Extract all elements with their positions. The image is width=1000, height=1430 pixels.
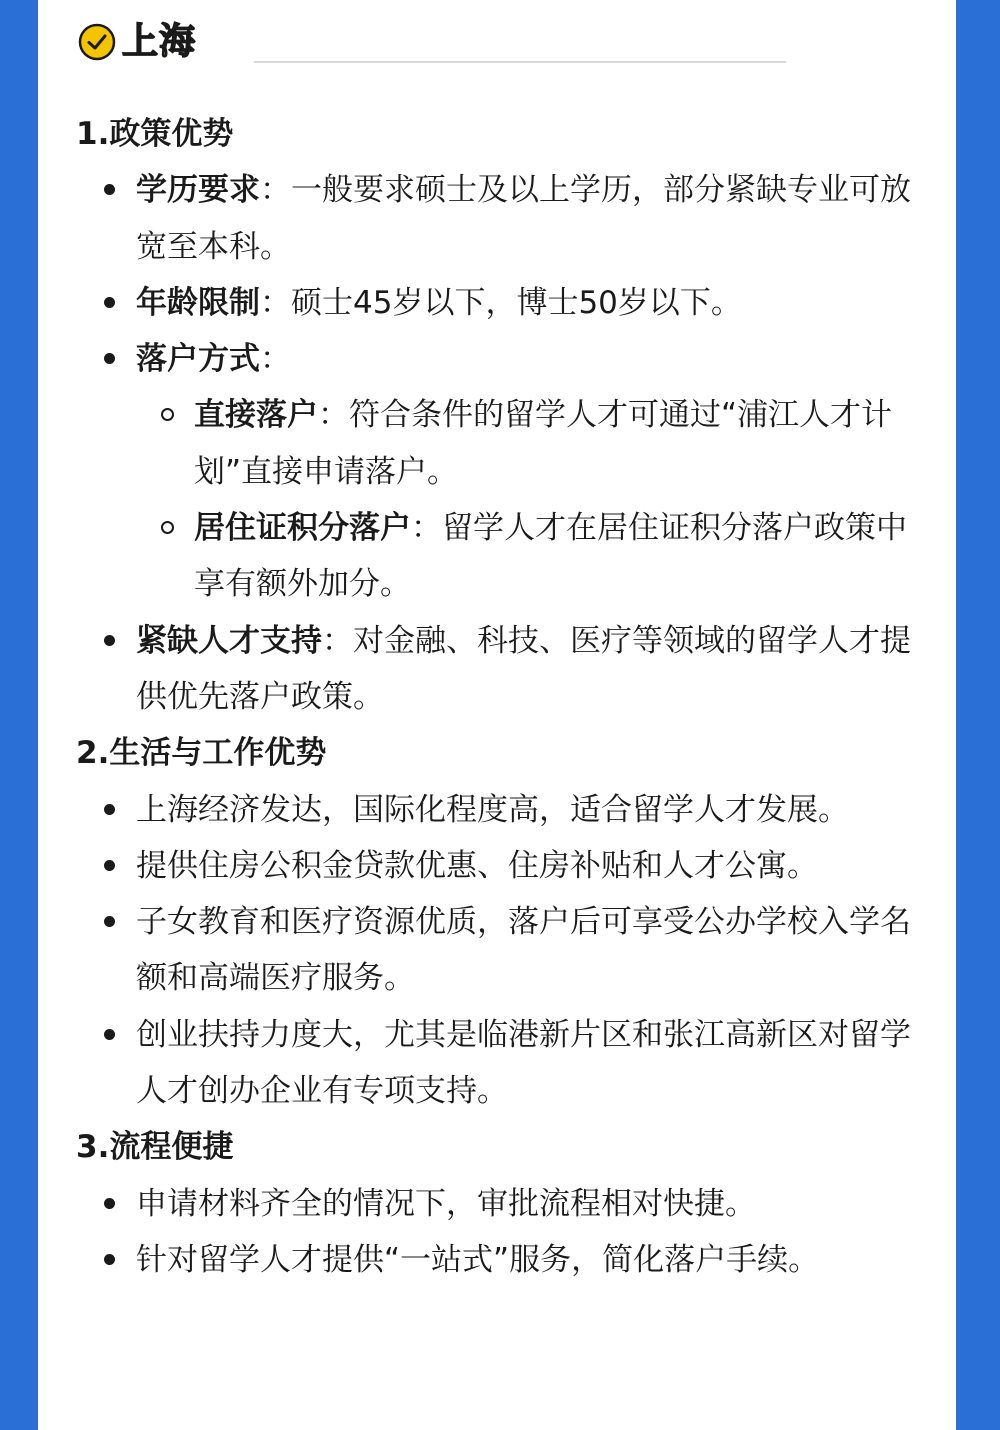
item-text: 一般要求硕士及以上学历，部分紧缺专业可放宽至本科。 xyxy=(136,172,911,265)
item-separator: ： xyxy=(260,172,291,209)
item-separator: ： xyxy=(411,510,442,547)
list-item xyxy=(76,331,916,612)
section-header xyxy=(78,20,758,68)
sub-list xyxy=(136,387,916,612)
item-separator: ： xyxy=(322,622,353,659)
sub-list-item xyxy=(136,500,916,613)
list-item: 上海经济发达，国际化程度高，适合留学人才发展。 xyxy=(76,782,916,838)
item-label: 直接落户 xyxy=(194,397,318,434)
item-label: 年龄限制 xyxy=(136,284,260,321)
item-label: 居住证积分落户 xyxy=(194,510,411,547)
list-item: 创业扶持力度大，尤其是临港新片区和张江高新区对留学人才创办企业有专项支持。 xyxy=(76,1007,916,1120)
content-card xyxy=(38,0,956,1430)
item-label: 落户方式 xyxy=(136,341,260,378)
bullet-list xyxy=(76,1176,916,1289)
list-item: 申请材料齐全的情况下，审批流程相对快捷。 xyxy=(76,1176,916,1232)
item-text: 对金融、科技、医疗等领域的留学人才提供优先落户政策。 xyxy=(136,622,911,715)
article-body xyxy=(76,106,916,1288)
list-item: 子女教育和医疗资源优质，落户后可享受公办学校入学名额和高端医疗服务。 xyxy=(76,894,916,1007)
page-title: 上海 xyxy=(122,21,197,62)
list-item xyxy=(76,275,916,331)
item-label: 紧缺人才支持 xyxy=(136,622,322,659)
item-separator: ： xyxy=(260,284,291,321)
item-label: 学历要求 xyxy=(136,172,260,209)
list-item: 针对留学人才提供“一站式”服务，简化落户手续。 xyxy=(76,1232,916,1288)
section-title: 1.政策优势 xyxy=(76,116,234,152)
item-text: 留学人才在居住证积分落户政策中享有额外加分。 xyxy=(194,510,907,603)
item-separator: ： xyxy=(318,397,349,434)
list-item xyxy=(76,162,916,275)
item-text: 硕士45岁以下，博士50岁以下。 xyxy=(291,284,742,321)
divider xyxy=(254,61,786,63)
list-item xyxy=(76,613,916,726)
bullet-list xyxy=(76,162,916,725)
item-text: 符合条件的留学人才可通过“浦江人才计划”直接申请落户。 xyxy=(194,397,893,490)
section-title: 3.流程便捷 xyxy=(76,1129,234,1166)
item-separator: ： xyxy=(260,341,291,378)
sub-list-item xyxy=(136,387,916,500)
bullet-list xyxy=(76,782,916,1120)
check-circle-icon xyxy=(78,23,116,61)
list-item: 提供住房公积金贷款优惠、住房补贴和人才公寓。 xyxy=(76,838,916,894)
section-title: 2.生活与工作优势 xyxy=(76,735,327,772)
